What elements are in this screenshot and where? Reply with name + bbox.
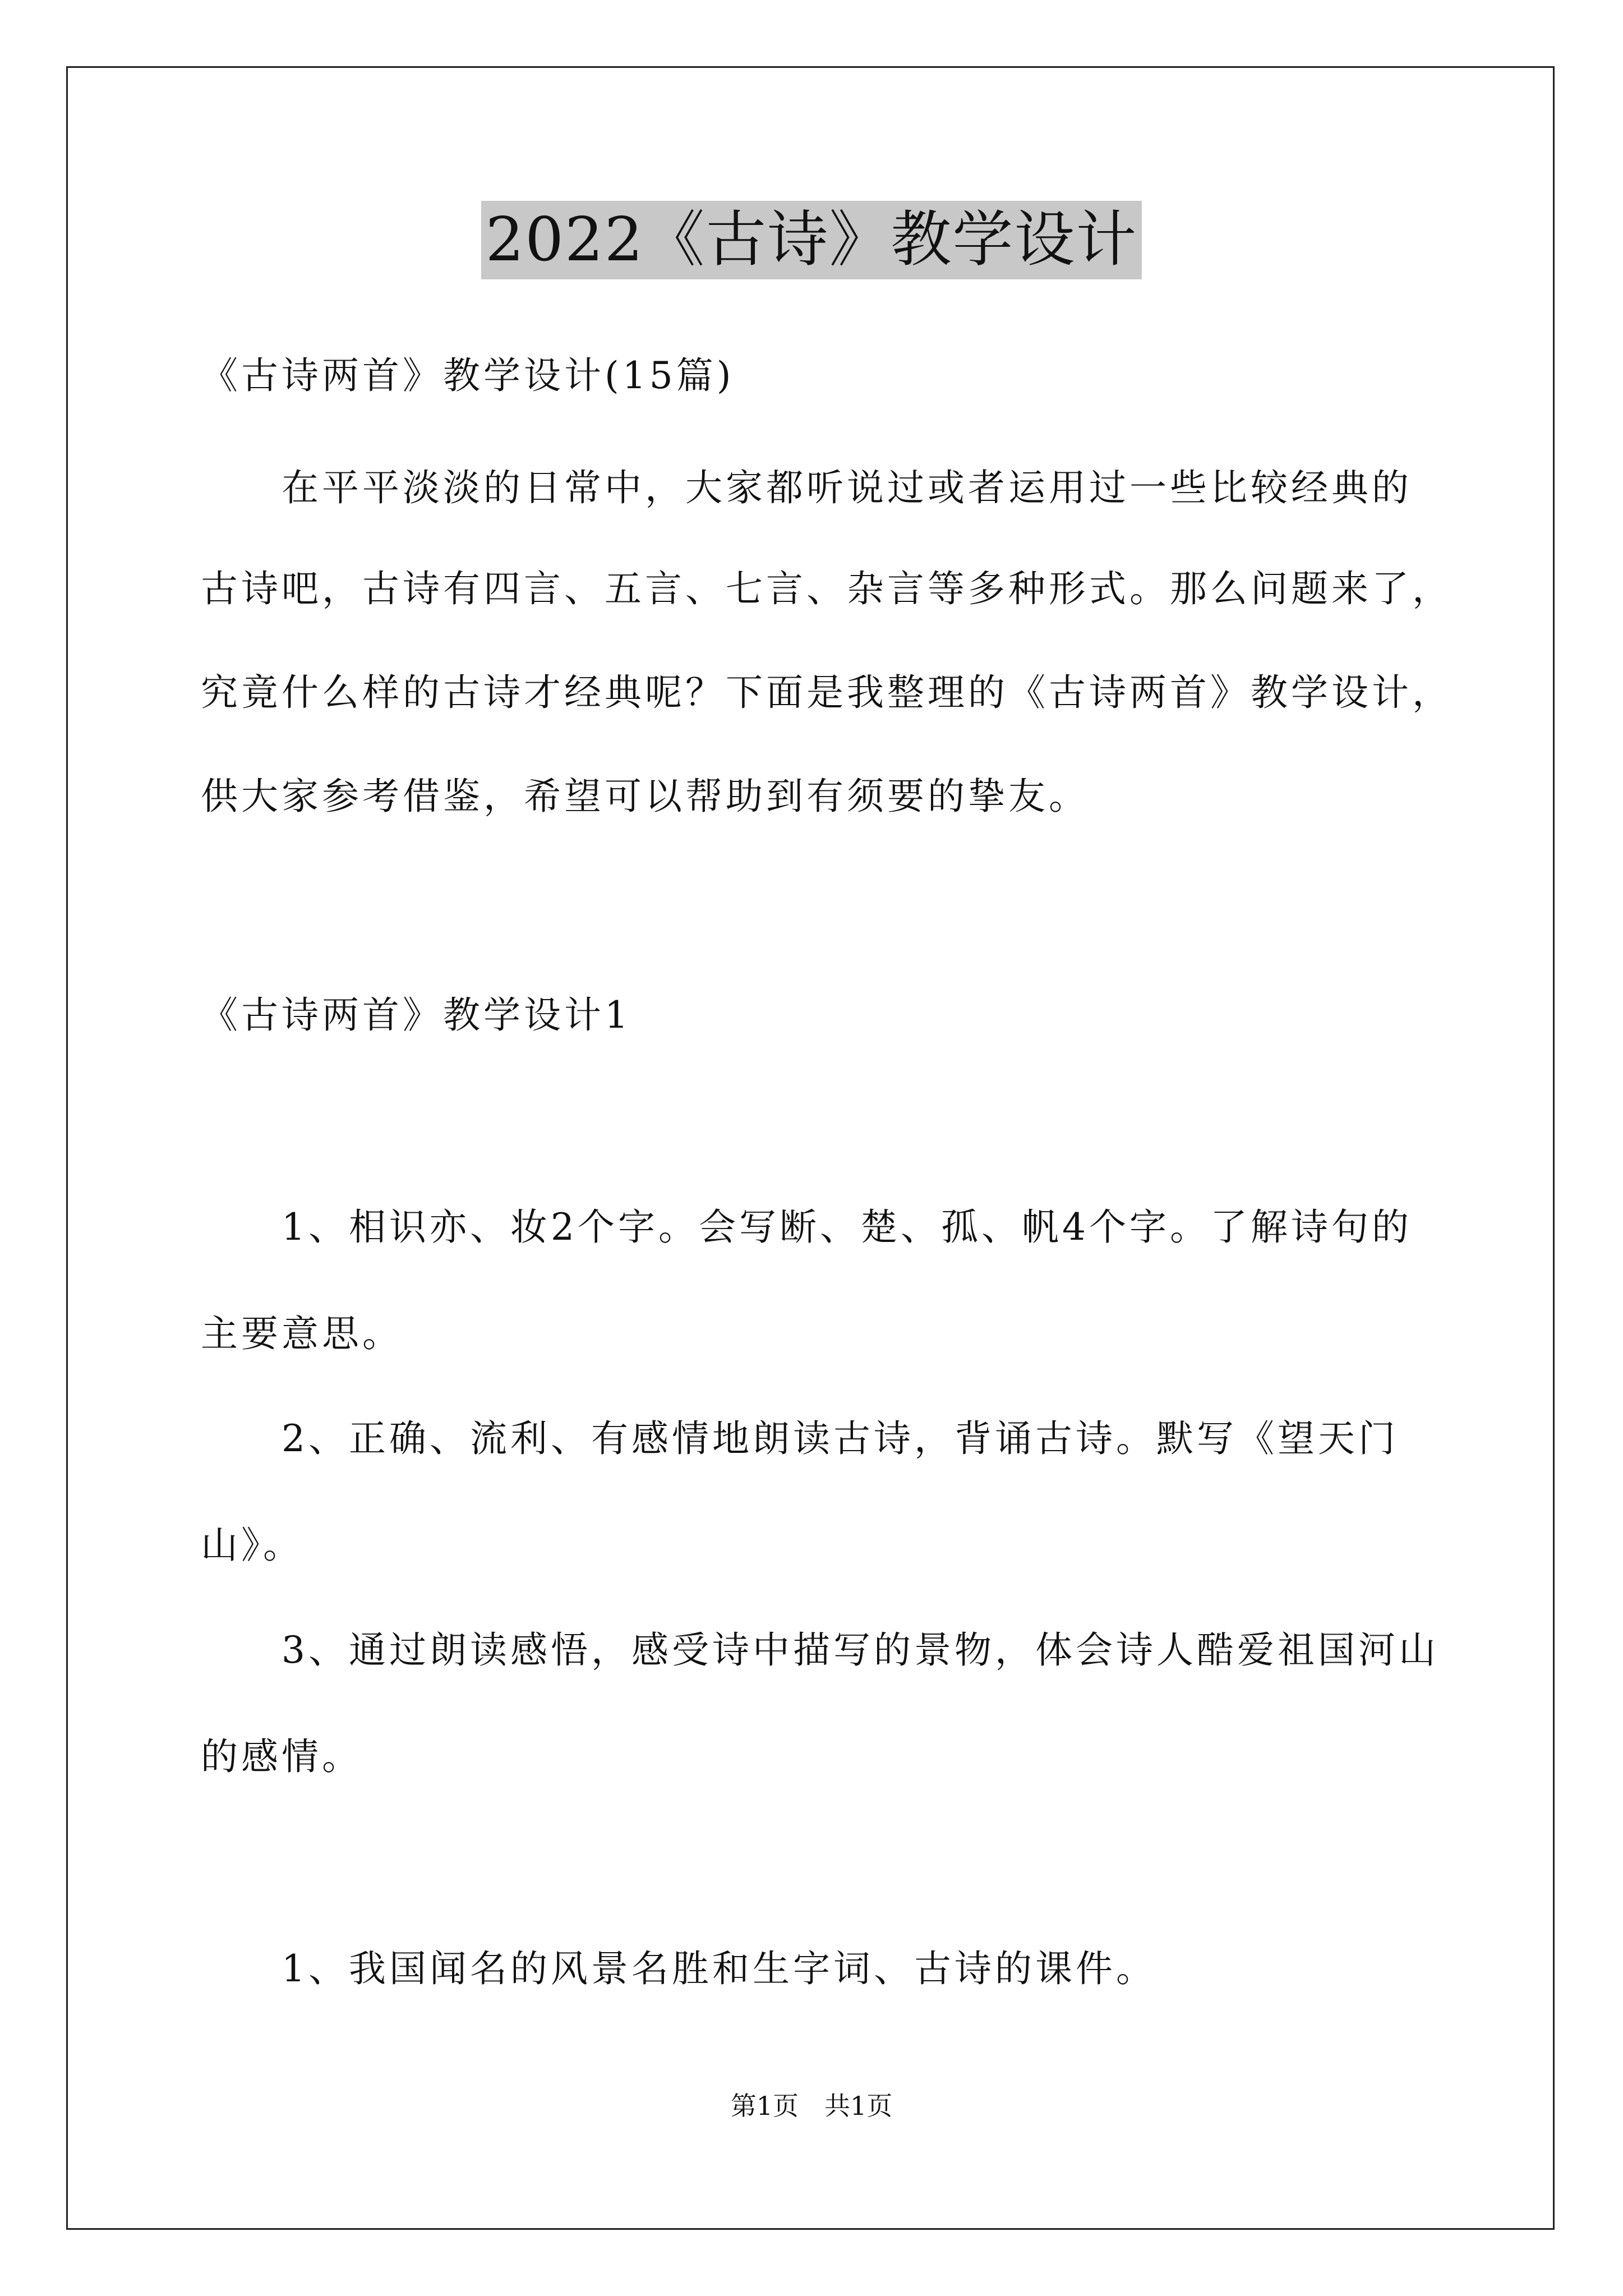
intro-line: 供大家参考借鉴，希望可以帮助到有须要的挚友。 bbox=[201, 775, 1089, 818]
intro-line: 在平平淡淡的日常中，大家都听说过或者运用过一些比较经典的 bbox=[201, 466, 1412, 509]
body-line: 1、我国闻名的风景名胜和生字词、古诗的课件。 bbox=[201, 1947, 1156, 1990]
body-line: 1、相识亦、妆2个字。会写断、楚、孤、帆4个字。了解诗句的 bbox=[201, 1205, 1412, 1249]
body-line: 主要意思。 bbox=[201, 1312, 403, 1355]
section-heading: 《古诗两首》教学设计1 bbox=[201, 993, 631, 1037]
page-footer: 第1页 共1页 bbox=[730, 2091, 893, 2121]
title-container bbox=[0, 201, 1623, 279]
intro-line: 古诗吧，古诗有四言、五言、七言、杂言等多种形式。那么问题来了， bbox=[201, 567, 1453, 610]
body-line: 3、通过朗读感悟，感受诗中描写的景物，体会诗人酷爱祖国河山 bbox=[201, 1628, 1439, 1672]
document-title: 2022《古诗》教学设计 bbox=[481, 201, 1142, 279]
body-line: 的感情。 bbox=[201, 1735, 362, 1778]
intro-line: 究竟什么样的古诗才经典呢？下面是我整理的《古诗两首》教学设计， bbox=[201, 671, 1453, 714]
body-line: 山》。 bbox=[201, 1524, 303, 1567]
body-line: 2、正确、流利、有感情地朗读古诗，背诵古诗。默写《望天门 bbox=[201, 1417, 1399, 1460]
document-subtitle: 《古诗两首》教学设计(15篇) bbox=[201, 354, 735, 397]
